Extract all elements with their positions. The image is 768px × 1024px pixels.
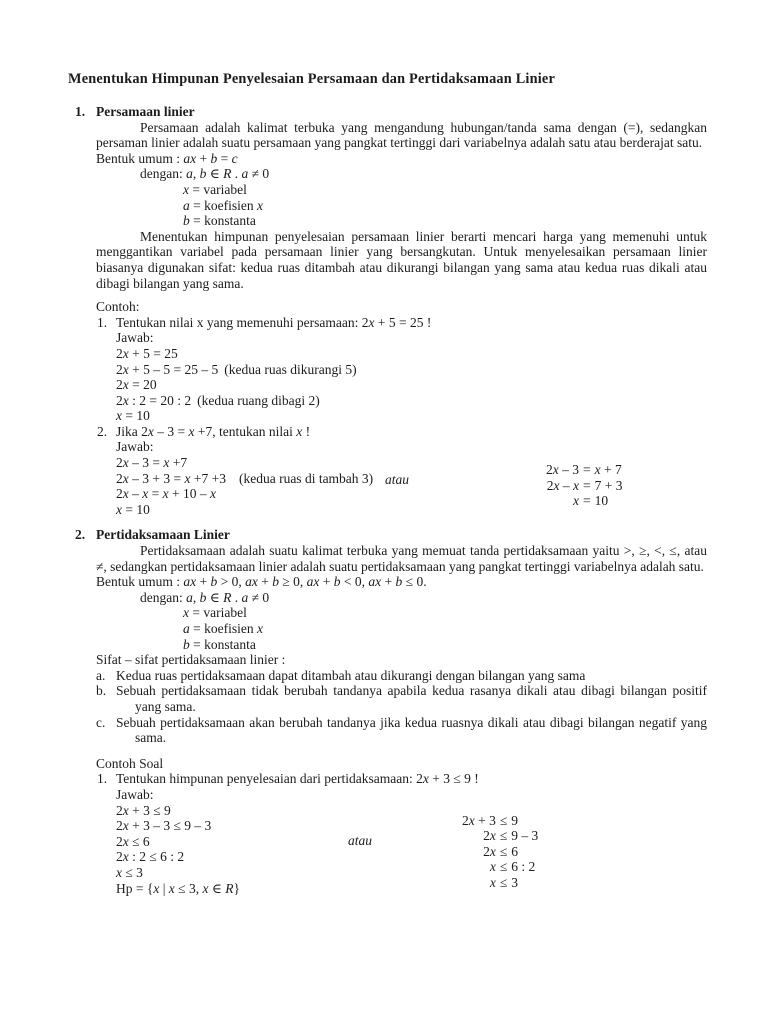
section2-dengan: [140, 590, 707, 606]
section1-paragraph-2: Menentukan himpunan penyelesaian persamaan linier berarti mencari harga yang memenuhi untuk menggantikan variabel pada persamaan linier yang bersangkutan. Untuk menyelesaikan persamaan linier biasanya digunakan sifat: kedua ruas ditambah atau dikurangi bilangan yang sama atau kedua ruas dikali atau dibagi bilangan yang sama.: [96, 228, 707, 291]
equation-line: x ≤ 3: [116, 864, 143, 880]
alt-equation-row: 2x – x = 7 + 3: [546, 477, 623, 493]
equation-line: 2x + 5 – 5 = 25 – 5 (kedua ruas dikurangi 5): [116, 361, 357, 377]
alt-equation-row: 2x ≤ 9 – 3: [483, 828, 539, 844]
equation-line: x = 10: [116, 408, 150, 424]
sifat-item-a: a. Kedua ruas pertidaksamaan dapat ditambah atau dikurangi dengan bilangan yang sama: [96, 667, 586, 683]
alt-equation-row: 2x + 3 ≤ 9: [462, 812, 519, 828]
atau-label: atau: [348, 832, 373, 848]
equation-line: 2x – x = x + 10 – x: [116, 486, 216, 502]
section1-bentuk-umum: [96, 151, 707, 167]
atau-label: atau: [385, 472, 410, 488]
section1-heading: [75, 104, 707, 120]
equation-line: 2x + 3 ≤ 9: [116, 802, 171, 818]
equation-line: 2x – 3 = x +7: [116, 455, 188, 471]
example-2-alternative-steps: [546, 462, 623, 509]
example-1-question: 1. Tentukan nilai x yang memenuhi persamaan: 2x + 5 = 25 !: [97, 314, 432, 330]
section2-bentuk-umum: [96, 574, 707, 590]
contoh-soal-1-answer-block: [116, 803, 707, 897]
equation-line: 2x = 20: [116, 377, 157, 393]
section2-number: 2.: [75, 527, 86, 543]
alt-equation-row: 2x – 3 = x + 7: [546, 462, 622, 478]
section2-heading: [75, 527, 707, 543]
bentuk-umum-formula: ax + b = c: [183, 150, 238, 166]
example-2-number: 2.: [97, 423, 108, 439]
bentuk-umum-label: Bentuk umum :: [96, 574, 180, 590]
contoh-soal-1-question: 1. Tentukan himpunan penyelesaian dari pertidaksamaan: 2x + 3 ≤ 9 !: [97, 771, 479, 787]
bentuk-umum-formula: ax + b > 0, ax + b ≥ 0, ax + b < 0, ax + b ≤ 0.: [183, 574, 427, 590]
section2-def-b: b = konstanta: [183, 636, 256, 652]
section1-heading-label: Persamaan linier: [96, 104, 195, 119]
dengan-label: dengan:: [140, 166, 183, 182]
dengan-formula: a, b ∈ R . a ≠ 0: [186, 166, 270, 182]
equation-line: 2x ≤ 6: [116, 833, 150, 849]
section1-paragraph-1: Persamaan adalah kalimat terbuka yang mengandung hubungan/tanda sama dengan (=), sedangkan persaman linier adalah suatu persamaan yang pangkat tertinggi dari variabelnya adalah satu atau berderajat satu.: [96, 119, 707, 151]
example-2-question: 2. Jika 2x – 3 = x +7, tentukan nilai x !: [97, 423, 311, 439]
section-persamaan-linier: [68, 104, 707, 517]
hp-line: Hp = {x | x ≤ 3, x ∈ R}: [116, 880, 240, 896]
contoh-label: Contoh:: [96, 299, 140, 315]
section1-number: 1.: [75, 104, 86, 119]
section1-def-a: a = koefisien x: [183, 197, 263, 213]
sifat-item-b: b. Sebuah pertidaksamaan tidak berubah tandanya apabila kedua rasanya dikali atau dibagi bilangan positif yang sama.: [96, 683, 707, 714]
section2-paragraph-1: Pertidaksamaan adalah suatu kalimat terbuka yang memuat tanda pertidaksamaan yaitu >, ≥, <, ≤, atau ≠, sedangkan pertidaksamaan linier adalah suatu pertidaksamaan yang pangkat tertinggi variabelnya adalah satu.: [96, 543, 707, 574]
contoh-soal-1-number: 1.: [97, 771, 108, 787]
section2-heading-label: Pertidaksamaan Linier: [96, 527, 230, 543]
section1-dengan: [140, 166, 707, 182]
example-1-jawab-label: Jawab:: [116, 330, 154, 346]
alt-equation-row: x ≤ 3: [489, 874, 519, 890]
sifat-item-c: c. Sebuah pertidaksamaan akan berubah tandanya jika kedua ruasnya dikali atau dibagi bilangan negatif yang sama.: [96, 714, 707, 746]
equation-line: 2x : 2 = 20 : 2 (kedua ruang dibagi 2): [116, 392, 320, 408]
contoh-soal-label: Contoh Soal: [96, 755, 164, 771]
contoh-soal-1-jawab-label: Jawab:: [116, 786, 154, 802]
equation-line: 2x – 3 + 3 = x +7 +3 (kedua ruas di tambah 3): [116, 470, 374, 486]
example-2-answer-block: [116, 455, 707, 517]
section2-def-a: a = koefisien x: [183, 621, 263, 636]
equation-line: 2x + 3 – 3 ≤ 9 – 3: [116, 818, 212, 834]
section1-def-x: x = variabel: [183, 181, 247, 197]
example-2-jawab-label: Jawab:: [116, 439, 154, 455]
bentuk-umum-label: Bentuk umum :: [96, 150, 180, 166]
contoh-soal-1-alternative-steps: [462, 813, 538, 891]
alt-equation-row: x ≤ 6 : 2: [489, 859, 536, 875]
example-1-steps: [116, 346, 707, 424]
section2-def-x: x = variabel: [183, 605, 247, 621]
alt-equation-row: 2x ≤ 6: [483, 843, 519, 859]
page-title: Menentukan Himpunan Penyelesaian Persamaan dan Pertidaksamaan Linier: [68, 71, 556, 87]
dengan-label: dengan:: [140, 589, 183, 605]
alt-equation-row: x = 10: [573, 493, 609, 509]
sifat-label: Sifat – sifat pertidaksamaan linier :: [96, 652, 286, 668]
equation-line: x = 10: [116, 501, 150, 517]
equation-line: 2x : 2 ≤ 6 : 2: [116, 849, 185, 865]
example-1-number: 1.: [97, 314, 108, 330]
section-pertidaksamaan-linier: [68, 527, 707, 896]
equation-line: 2x + 5 = 25: [116, 345, 178, 361]
section1-def-b: b = konstanta: [183, 213, 256, 229]
dengan-formula: a, b ∈ R . a ≠ 0: [186, 589, 270, 605]
